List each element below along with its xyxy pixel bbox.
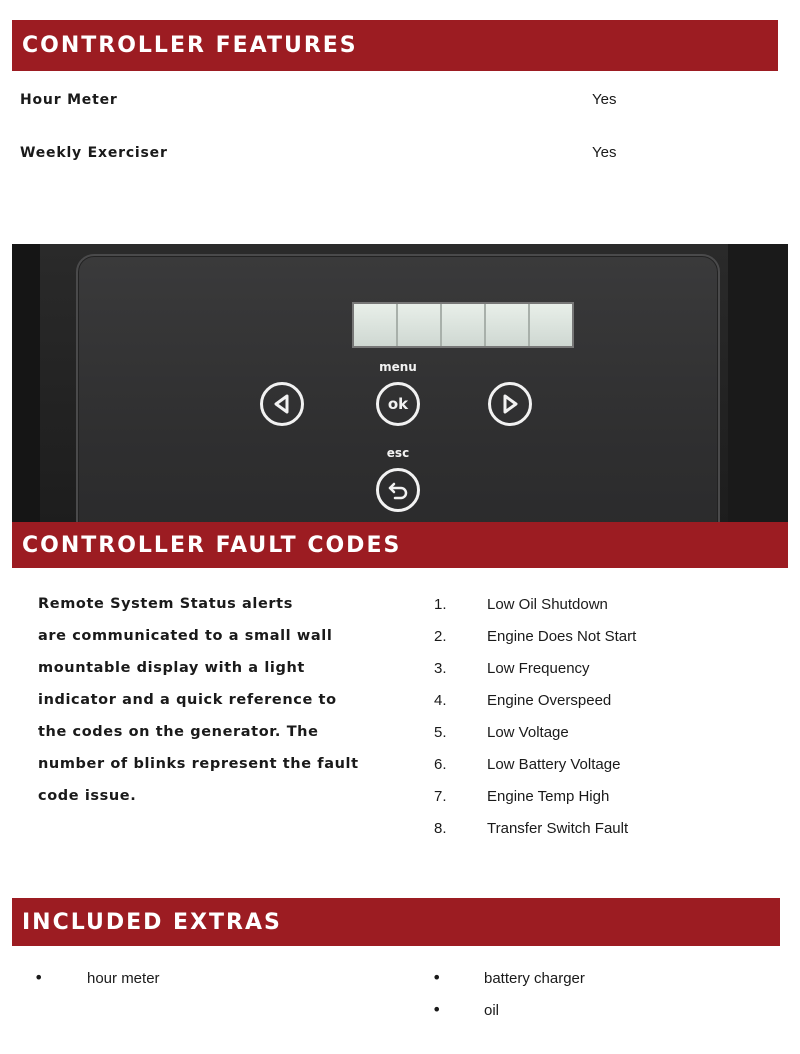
feature-value-weekly-exerciser: Yes xyxy=(592,144,617,161)
right-arrow-icon xyxy=(499,393,521,415)
description-line: are communicated to a small wall xyxy=(38,628,333,644)
lcd-cell xyxy=(398,304,442,346)
description-line: mountable display with a light xyxy=(38,660,305,676)
menu-caption: menu xyxy=(379,360,417,374)
description-line: number of blinks represent the fault xyxy=(38,756,359,772)
description-line: Remote System Status alerts xyxy=(38,596,293,612)
fault-code-text: Low Frequency xyxy=(487,660,590,677)
controller-photo xyxy=(12,244,788,524)
extra-item: oil xyxy=(484,1002,500,1019)
fault-code-number: 1. xyxy=(434,596,447,613)
fault-code-text: Engine Overspeed xyxy=(487,692,612,709)
controller-panel xyxy=(76,254,720,524)
bullet-icon: • xyxy=(432,1000,442,1019)
fault-code-number: 8. xyxy=(434,820,447,837)
feature-label-weekly-exerciser: Weekly Exerciser xyxy=(20,145,168,161)
fault-code-text: Low Battery Voltage xyxy=(487,756,621,773)
fault-codes-heading-text: CONTROLLER FAULT CODES xyxy=(22,532,402,558)
lcd-display xyxy=(352,302,574,348)
lcd-cell xyxy=(354,304,398,346)
fault-code-text: Transfer Switch Fault xyxy=(487,820,629,837)
esc-caption: esc xyxy=(386,446,410,460)
ok-button-label: ok xyxy=(387,395,409,413)
esc-button xyxy=(376,468,420,512)
fault-code-number: 5. xyxy=(434,724,447,741)
lcd-cell xyxy=(442,304,486,346)
lcd-cell xyxy=(486,304,530,346)
back-return-icon xyxy=(386,479,410,501)
right-arrow-button xyxy=(488,382,532,426)
description-line: code issue. xyxy=(38,788,137,804)
fault-code-number: 6. xyxy=(434,756,447,773)
feature-value-hour-meter: Yes xyxy=(592,91,617,108)
photo-right-edge xyxy=(728,244,788,524)
fault-code-text: Engine Temp High xyxy=(487,788,610,805)
lcd-cell xyxy=(530,304,572,346)
fault-code-text: Low Voltage xyxy=(487,724,569,741)
fault-code-number: 3. xyxy=(434,660,447,677)
bullet-icon: • xyxy=(34,968,44,987)
fault-code-number: 4. xyxy=(434,692,447,709)
description-line: the codes on the generator. The xyxy=(38,724,319,740)
fault-codes-heading xyxy=(12,522,788,568)
fault-code-number: 7. xyxy=(434,788,447,805)
extras-heading xyxy=(12,898,780,946)
ok-button xyxy=(376,382,420,426)
features-heading xyxy=(12,20,778,71)
fault-code-text: Engine Does Not Start xyxy=(487,628,637,645)
bullet-icon: • xyxy=(432,968,442,987)
fault-code-number: 2. xyxy=(434,628,447,645)
description-line: indicator and a quick reference to xyxy=(38,692,337,708)
left-arrow-button xyxy=(260,382,304,426)
fault-code-text: Low Oil Shutdown xyxy=(487,596,608,613)
left-arrow-icon xyxy=(271,393,293,415)
extra-item: battery charger xyxy=(484,970,585,987)
photo-left-edge xyxy=(12,244,40,524)
fault-codes-description xyxy=(38,588,418,812)
features-heading-text: CONTROLLER FEATURES xyxy=(22,33,358,58)
extra-item: hour meter xyxy=(87,970,160,987)
feature-label-hour-meter: Hour Meter xyxy=(20,92,118,108)
extras-heading-text: INCLUDED EXTRAS xyxy=(22,909,282,935)
